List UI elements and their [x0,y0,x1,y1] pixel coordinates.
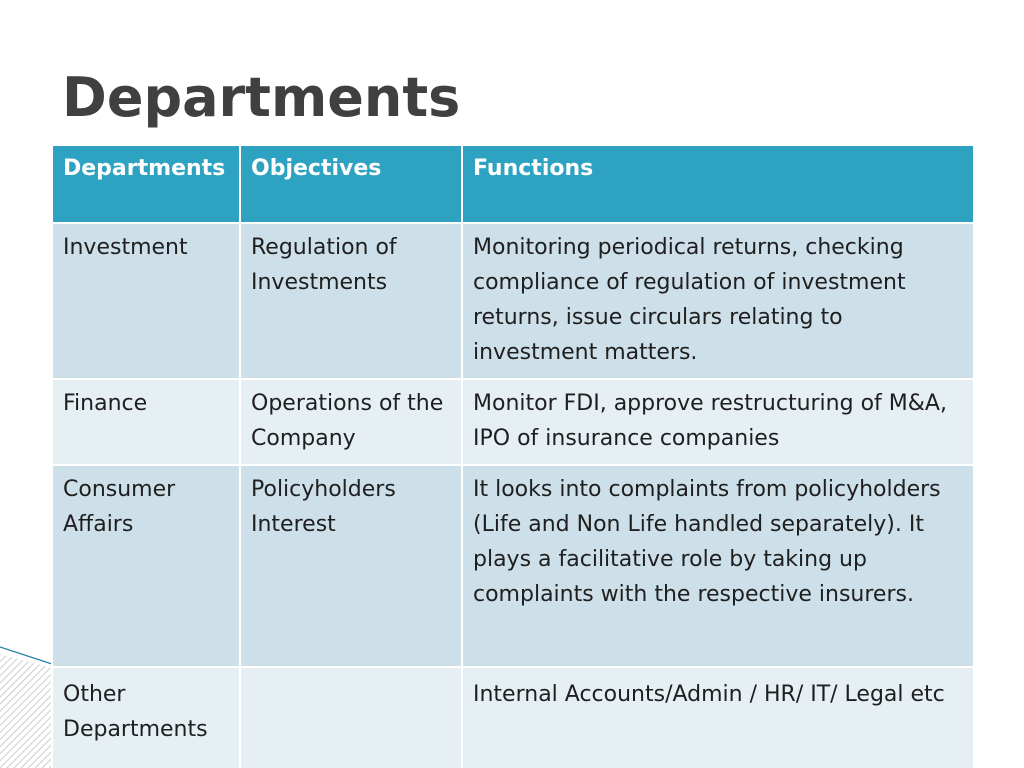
header-functions: Functions [462,145,974,223]
table-row [52,465,974,667]
table-row [52,667,974,768]
objective-cell: Regulation of Investments [240,223,462,379]
objective-cell [240,667,462,768]
slide-title: Departments [62,66,461,129]
function-cell: Monitor FDI, approve restructuring of M&A, IPO of insurance companies [462,379,974,465]
department-cell: Other Departments [52,667,240,768]
header-departments: Departments [52,145,240,223]
header-objectives: Objectives [240,145,462,223]
department-cell: Finance [52,379,240,465]
table-header-row [52,145,974,223]
objective-cell: Operations of the Company [240,379,462,465]
department-cell: Consumer Affairs [52,465,240,667]
objective-cell: Policyholders Interest [240,465,462,667]
table-row [52,379,974,465]
department-cell: Investment [52,223,240,379]
function-cell: Monitoring periodical returns, checking compliance of regulation of investment returns, issue circulars relating to investment matters. [462,223,974,379]
departments-table [51,144,975,768]
function-cell: Internal Accounts/Admin / HR/ IT/ Legal etc [462,667,974,768]
table-row [52,223,974,379]
function-cell: It looks into complaints from policyholders (Life and Non Life handled separately). It plays a facilitative role by taking up complaints with the respective insurers. [462,465,974,667]
